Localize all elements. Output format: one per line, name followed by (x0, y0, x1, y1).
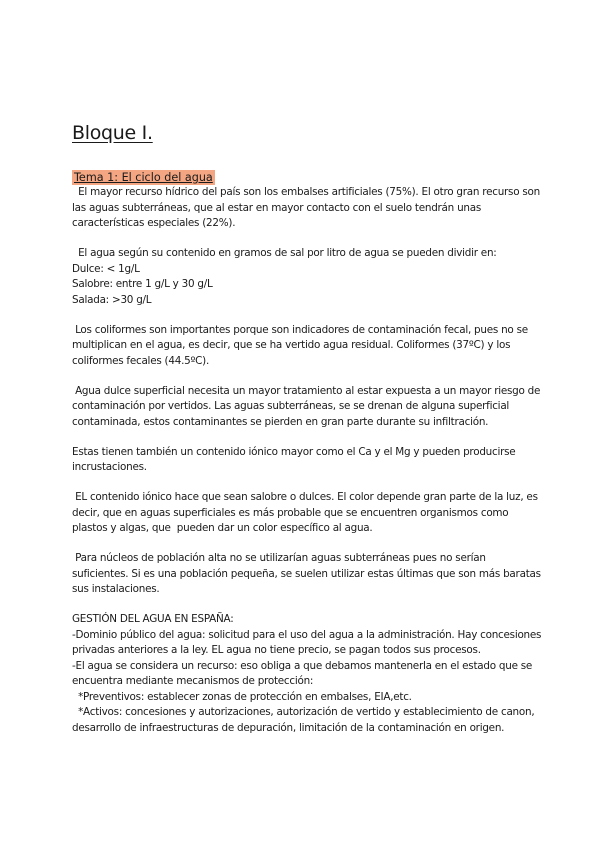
paragraph-salinity-intro: El agua según su contenido en gramos de sal por litro de agua se pueden dividir en: (72, 247, 497, 259)
salinity-item-salty: Salada: >30 g/L (72, 293, 152, 306)
salinity-item-fresh: Dulce: < 1g/L (72, 262, 140, 275)
paragraph-ionic-content: Estas tienen también un contenido iónico mayor como el Ca y el Mg y pueden producirse incrustaciones. (72, 445, 516, 473)
paragraph-population: Para núcleos de población alta no se utilizarían aguas subterráneas pues no serían suficientes. Si es una población pequeña, se suelen utilizar estas últimas que son más baratas sus instalaciones. (72, 552, 544, 595)
gestion-item-recurso: -El agua se considera un recurso: eso obliga a que debamos mantenerla en el estado que se encuentra mediante mecanismos de protección: (72, 659, 533, 687)
paragraph-coliforms: Los coliformes son importantes porque son indicadores de contaminación fecal, pues no se multiplican en el agua, es decir, que se ha vertido agua residual. Coliformes (37ºC) y los coliformes fecales (44.5ºC). (72, 323, 531, 367)
salinity-item-brackish: Salobre: entre 1 g/L y 30 g/L (72, 278, 213, 290)
section-heading-gestion: GESTIÓN DEL AGUA EN ESPAÑA: (72, 613, 234, 625)
topic-heading: Tema 1: El ciclo del agua (74, 171, 213, 184)
paragraph-surface-water: Agua dulce superficial necesita un mayor tratamiento al estar expuesta a un mayor riesgo de contaminación por vertidos. Las aguas subterráneas, se se drenan de alguna superficial contaminada, estos contaminantes se pierden en gran parte durante su infiltración. (72, 384, 544, 428)
gestion-item-dominio: -Dominio público del agua: solicitud para el uso del agua a la administración. Hay concesiones privadas anteriores a la ley. EL agua no tiene precio, se pagan todos sus procesos. (72, 628, 542, 656)
document-body (72, 122, 542, 736)
paragraph-color: EL contenido iónico hace que sean salobre o dulces. El color depende gran parte de la luz, es decir, que en aguas superficiales es más probable que se encuentren organismos como plastos y algas, que pueden dar un color específico al agua. (72, 491, 541, 534)
gestion-item-activos: *Activos: concesiones y autorizaciones, autorización de vertido y establecimiento de canon, desarrollo de infraestructuras de depuración, limitación de la contaminación en origen. (72, 706, 538, 734)
paragraph-reservoirs: El mayor recurso hídrico del país son los embalses artificiales (75%). El otro gran recurso son las aguas subterráneas, que al estar en mayor contacto con el suelo tendrán unas características especiales (22%). (72, 186, 544, 229)
gestion-item-preventivos: *Preventivos: establecer zonas de protección en embalses, EIA,etc. (72, 690, 412, 703)
topic-heading-wrap (72, 166, 542, 185)
page-title: Bloque I. (72, 122, 153, 144)
